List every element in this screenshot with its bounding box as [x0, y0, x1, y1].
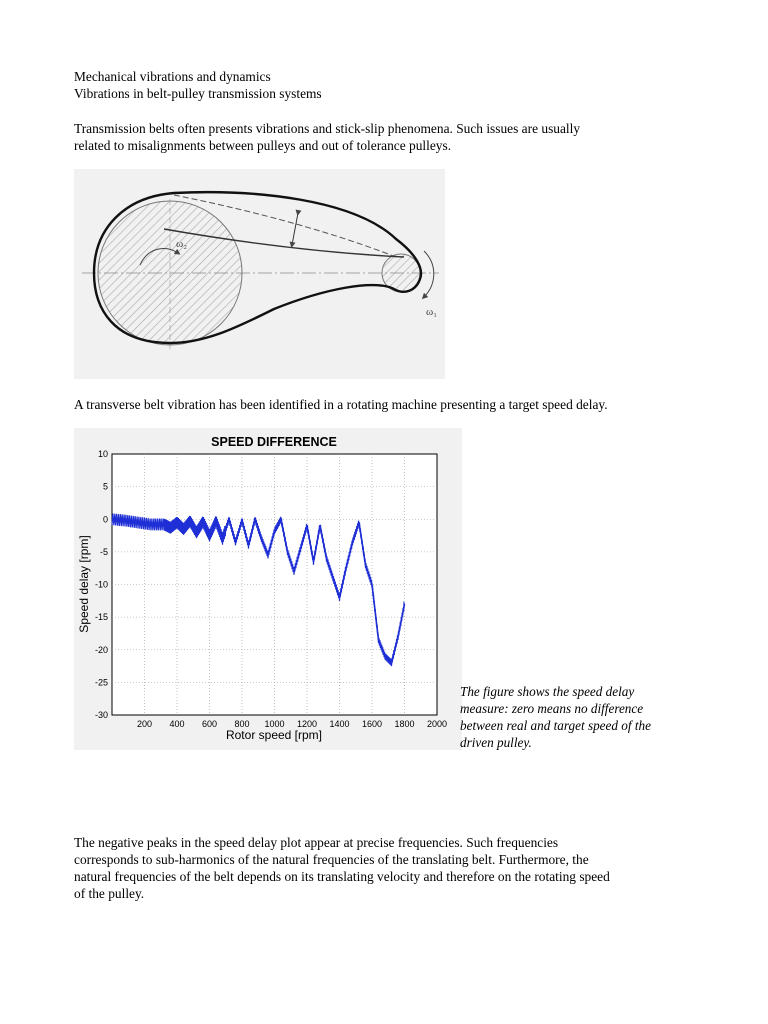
speed-difference-figure: [74, 428, 462, 750]
y-tick-label: -25: [94, 677, 108, 688]
belt-pulley-diagram: [74, 169, 445, 379]
x-tick-label: 800: [234, 719, 250, 729]
intro-line-2: related to misalignments between pulleys and out of tolerance pulleys.: [74, 138, 452, 153]
heading-line-1: Mechanical vibrations and dynamics: [74, 69, 271, 84]
omega-small-label: ω₁: [426, 306, 438, 318]
amplitude-arrow: [292, 213, 298, 245]
conclusion-line-3: natural frequencies of the belt depends on its translating velocity and therefore on the rotating speed: [74, 869, 610, 884]
x-tick-label: 1000: [264, 719, 285, 729]
intro-line-1: Transmission belts often presents vibrations and stick-slip phenomena. Such issues are usually: [74, 121, 581, 136]
caption-line-1: The figure shows the speed delay: [460, 684, 635, 699]
y-tick-label: 0: [102, 514, 108, 525]
caption-line-4: driven pulley.: [460, 735, 532, 750]
x-tick-label: 1600: [361, 719, 383, 729]
belt-pulley-figure: [74, 169, 445, 379]
y-tick-label: -10: [94, 579, 108, 590]
x-tick-label: 1800: [394, 719, 415, 729]
y-axis-label: Speed delay [rpm]: [77, 535, 91, 633]
x-tick-label: 1200: [296, 719, 318, 729]
speed-difference-chart: [74, 428, 462, 750]
intro-paragraph: [74, 120, 580, 154]
x-tick-label: 600: [201, 719, 218, 729]
y-tick-label: 10: [97, 449, 108, 459]
rotation-arrow-small-icon: [424, 251, 434, 297]
conclusion-line-1: The negative peaks in the speed delay plot appear at precise frequencies. Such frequencies: [74, 835, 559, 850]
figure-caption: [460, 683, 700, 751]
caption-line-2: measure: zero means no difference: [460, 701, 644, 716]
y-tick-label: -5: [99, 546, 108, 557]
document-heading: [74, 68, 322, 102]
y-tick-label: -30: [94, 710, 108, 720]
x-axis-label: Rotor speed [rpm]: [225, 728, 323, 742]
conclusion-paragraph: [74, 834, 714, 902]
x-tick-label: 200: [136, 719, 153, 729]
caption-line-3: between real and target speed of the: [460, 718, 651, 733]
conclusion-line-2: corresponds to sub-harmonics of the natural frequencies of the translating belt. Furthermore, the: [74, 852, 589, 867]
chart-title: SPEED DIFFERENCE: [211, 435, 337, 449]
x-tick-label: 2000: [426, 719, 448, 729]
vibration-sentence: [74, 396, 608, 413]
y-tick-label: -15: [94, 612, 108, 623]
x-tick-label: 1400: [329, 719, 350, 729]
conclusion-line-4: of the pulley.: [74, 886, 145, 901]
omega-large-label: ω₂: [176, 238, 188, 250]
y-tick-label: -20: [94, 644, 108, 655]
y-tick-label: 5: [102, 481, 108, 492]
heading-line-2: Vibrations in belt-pulley transmission systems: [74, 86, 322, 101]
vibration-sentence-text: A transverse belt vibration has been identified in a rotating machine presenting a target speed delay.: [74, 397, 608, 412]
x-tick-label: 400: [169, 719, 185, 729]
